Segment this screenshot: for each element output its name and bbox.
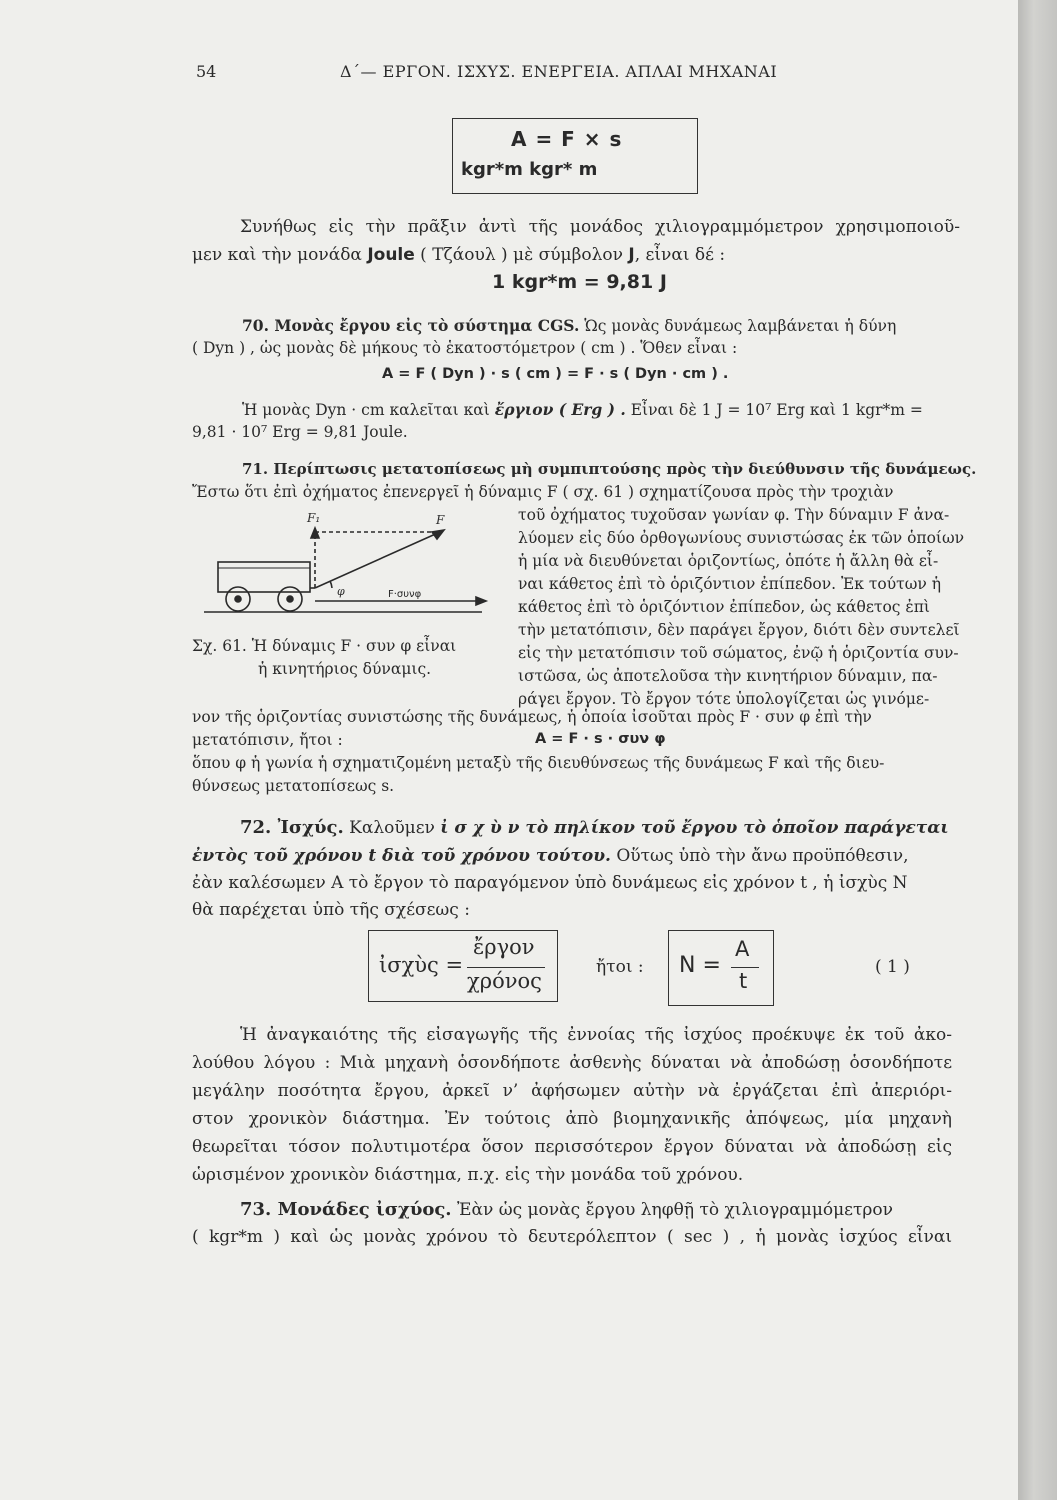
section-71-right-line: εἰς τὴν μετατόπισιν τοῦ σώματος, ἐνῷ ἡ ὁριζοντία συν- — [518, 644, 959, 662]
joule-term: Joule — [367, 245, 415, 265]
power-symbol-formula-box — [668, 930, 774, 1006]
section-70-line-1 — [242, 314, 896, 338]
work-formula-box — [452, 118, 698, 194]
section-73-text: Ἐὰν ὡς μονὰς ἔργου ληφθῇ τὸ χιλιογραμμόμετρον — [451, 1200, 893, 1220]
section-70-line-2: ( Dyn ) , ὡς μονὰς δὲ μήκους τὸ ἑκατοστόμετρον ( cm ) . Ὅθεν εἶναι : — [192, 339, 738, 357]
section-72-paragraph-line: θεωρεῖται τόσον πολυτιμοτέρα ὅσον περισσότερον ἔργον δύναται νὰ ἀποδώσῃ εἰς — [192, 1137, 952, 1157]
vertical-arrowhead — [311, 528, 319, 538]
figure-caption-line-1: Σχ. 61. Ἡ δύναμις F · συν φ εἶναι — [192, 637, 457, 655]
section-72-paragraph-last: ὡρισμένον χρονικὸν διάστημα, π.χ. εἰς τὴν μονάδα τοῦ χρόνου. — [192, 1165, 744, 1185]
work-formula-row: A = F × s — [511, 127, 623, 151]
intro-text: , εἶναι δέ : — [634, 245, 726, 265]
section-72-line-4: θὰ παρέχεται ὑπὸ τῆς σχέσεως : — [192, 900, 470, 920]
power-definition: ἐντὸς τοῦ χρόνου t διὰ τοῦ χρόνου τούτου. — [192, 846, 611, 866]
section-72-line-2 — [192, 842, 909, 870]
power-formula-denominator: χρόνος — [467, 969, 542, 993]
power-definition: ἰ σ χ ὺ ν τὸ πηλίκον τοῦ ἔργου τὸ ὁποῖον παράγεται — [440, 818, 949, 838]
running-title: Δ΄— ΕΡΓΟΝ. ΙΣΧΥΣ. ΕΝΕΡΓΕΙΑ. ΑΠΛΑΙ ΜΗΧΑΝΑΙ — [340, 62, 778, 81]
fraction-line — [731, 967, 759, 968]
page-number: 54 — [196, 62, 217, 81]
section-72-paragraph-line: στον χρονικὸν διάστημα. Ἐν τούτοις ἀπὸ βιομηχανικῆς ἀπόψεως, μία μηχανὴ — [192, 1109, 952, 1129]
section-72-paragraph-line: λούθου λόγου : Μιὰ μηχανὴ ὁσονδήποτε ἀσθενὴς δύναται νὰ ἀποδώσῃ ὁσονδήποτε — [192, 1053, 952, 1073]
section-70-equation: A = F ( Dyn ) · s ( cm ) = F · s ( Dyn · cm ) . — [382, 366, 729, 382]
label-f1: F₁ — [307, 511, 321, 525]
section-71-full-line: θύνσεως μετατοπίσεως s. — [192, 777, 395, 795]
section-72-text: Οὕτως ὑπὸ τὴν ἄνω προϋπόθεσιν, — [610, 846, 909, 866]
section-71-right-line: ράγει ἔργον. Τὸ ἔργον τότε ὑπολογίζεται ὡς γινόμε- — [518, 690, 930, 708]
section-70-line-3 — [242, 398, 923, 422]
fraction-line — [467, 967, 545, 968]
section-72-text: Καλοῦμεν — [343, 818, 441, 838]
section-70-text: Ὡς μονὰς δυνάμεως λαμβάνεται ἡ δύνη — [579, 317, 897, 335]
section-71-right-line: τοῦ ὀχήματος τυχοῦσαν γωνίαν φ. Τὴν δύναμιν F ἀνα- — [518, 506, 950, 524]
figure-caption-line-2: ἡ κινητήριος δύναμις. — [258, 660, 432, 678]
section-70-line-4: 9,81 · 10⁷ Erg = 9,81 Joule. — [192, 423, 408, 441]
section-72-line-3: ἐὰν καλέσωμεν A τὸ ἔργον τὸ παραγόμενον ὑπὸ δυνάμεως εἰς χρόνον t , ἡ ἰσχὺς N — [192, 873, 908, 893]
section-70-title: 70. Μονὰς ἔργου εἰς τὸ σύστημα CGS. — [242, 316, 580, 335]
section-72-title: 72. Ἰσχύς. — [240, 817, 344, 838]
section-71-line-1: Ἔστω ὅτι ἐπὶ ὀχήματος ἐπενεργεῖ ἡ δύναμις F ( σχ. 61 ) σχηματίζουσα πρὸς τὴν τροχιὰν — [192, 483, 894, 501]
horizontal-arrowhead — [476, 597, 486, 605]
cart-axle-right — [287, 596, 293, 602]
itoi-text: ἤτοι : — [596, 957, 644, 977]
intro-text: μεν καὶ τὴν μονάδα — [192, 245, 368, 265]
section-71-equation: A = F · s · συν φ — [535, 731, 666, 747]
section-71-right-line: κάθετος ἐπὶ τὸ ὁριζόντιον ἐπίπεδον, ὡς κάθετος ἐπὶ — [518, 598, 930, 616]
section-71-right-line: λύομεν εἰς δύο ὀρθογωνίους συνιστώσας ἐκ τῶν ὁποίων — [518, 529, 965, 547]
power-formula-lhs: ἰσχὺς = — [379, 953, 464, 977]
cart-body — [218, 562, 310, 592]
page-binding-edge — [1018, 0, 1057, 1500]
section-71-right-line: τὴν μετατόπισιν, δὲν παράγει ἔργον, διότι δὲν συντελεῖ — [518, 621, 960, 639]
power-formula-box — [368, 930, 558, 1002]
joule-symbol: J — [628, 245, 635, 265]
label-phi: φ — [337, 585, 345, 598]
force-arrowhead — [432, 530, 444, 539]
power-symbol-denominator: t — [739, 969, 748, 993]
intro-text: ( Τζάουλ ) μὲ σύμβολον — [414, 245, 629, 265]
section-71-right-line: ιστῶσα, ὡς ἀποτελοῦσα τὴν κινητήριον δύναμιν, πα- — [518, 667, 938, 685]
section-70-text: Ἡ μονὰς Dyn · cm καλεῖται καὶ — [242, 401, 495, 419]
intro-line-1: Συνήθως εἰς τὴν πρᾶξιν ἀντὶ τῆς μονάδος χιλιογραμμόμετρον χρησιμοποιοῦ- — [240, 217, 960, 237]
section-71-full-line: μετατόπισιν, ἤτοι : — [192, 731, 343, 749]
power-formula-numerator: ἔργον — [473, 935, 535, 959]
section-71-right-line: ἡ μία νὰ διευθύνεται ὁριζοντίως, ὁπότε ἡ ἄλλη θὰ εἶ- — [518, 552, 939, 570]
section-72-paragraph-line: Ἡ ἀναγκαιότης τῆς εἰσαγωγῆς τῆς ἐννοίας τῆς ἰσχύος προέκυψε ἐκ τοῦ ἀκο- — [240, 1025, 952, 1045]
work-units-row: kgr*m kgr* m — [461, 159, 598, 180]
section-71-full-line: ὅπου φ ἡ γωνία ἡ σχηματιζομένη μεταξὺ τῆς διευθύνσεως τῆς δυνάμεως F καὶ τῆς διευ- — [192, 754, 885, 772]
section-70-text: Εἶναι δὲ 1 J = 10⁷ Erg καὶ 1 kgr*m = — [625, 401, 923, 419]
erg-term: ἔργιον ( Erg ) . — [494, 400, 626, 419]
equation-number: ( 1 ) — [875, 957, 910, 977]
figure-61-cart-diagram — [200, 508, 500, 618]
section-73-line-1 — [240, 1196, 893, 1224]
force-f-arrow — [315, 532, 440, 588]
angle-arc — [330, 581, 332, 588]
section-72-line-1 — [240, 814, 949, 842]
power-symbol-lhs: N = — [679, 953, 721, 978]
section-73-line-2: ( kgr*m ) καὶ ὡς μονὰς χρόνου τὸ δευτερόλεπτον ( sec ) , ἡ μονὰς ἰσχύος εἶναι — [192, 1227, 952, 1247]
section-71-title: 71. Περίπτωσις μετατοπίσεως μὴ συμπιπτούσης πρὸς τὴν διεύθυνσιν τῆς δυνάμεως. — [242, 460, 977, 478]
power-symbol-numerator: A — [735, 937, 750, 961]
intro-line-2 — [192, 241, 725, 269]
section-71-full-line: νον τῆς ὁριζοντίας συνιστώσης τῆς δυνάμεως, ἡ ὁποία ἰσοῦται πρὸς F · συν φ ἐπὶ τὴν — [192, 708, 872, 726]
section-71-right-line: ναι κάθετος ἐπὶ τὸ ὁριζόντιον ἐπίπεδον. Ἐκ τούτων ἡ — [518, 575, 942, 593]
section-73-title: 73. Μονάδες ἰσχύος. — [240, 1199, 452, 1220]
section-72-paragraph-line: μεγάλην ποσότητα ἔργου, ἀρκεῖ ν’ ἀφήσωμεν αὐτὴν νὰ ἐργάζεται ἐπὶ ἀπεριόρι- — [192, 1081, 952, 1101]
label-fcos: F·συνφ — [388, 589, 422, 600]
label-f: F — [436, 513, 445, 527]
joule-equation: 1 kgr*m = 9,81 J — [492, 271, 667, 293]
cart-axle-left — [235, 596, 241, 602]
